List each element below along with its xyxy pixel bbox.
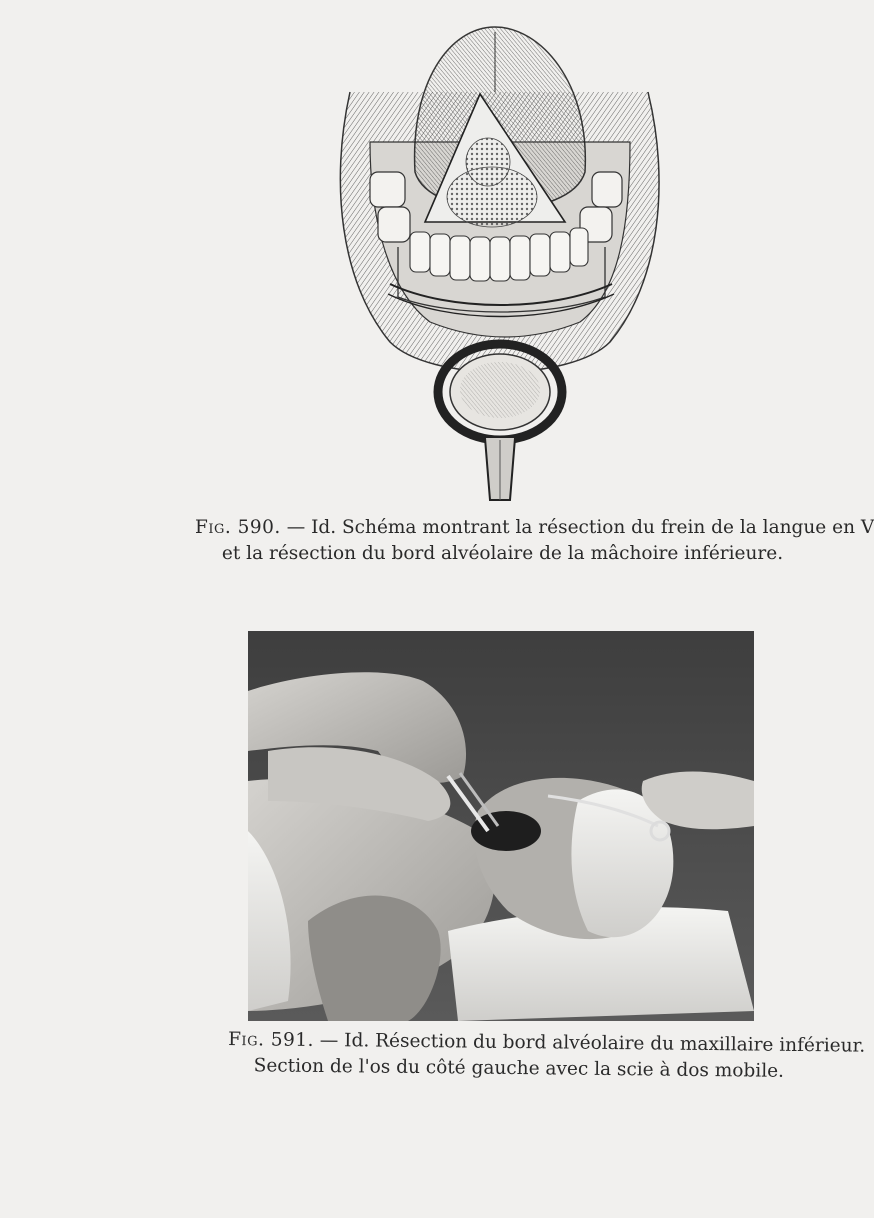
- figure-590-engraving: [330, 22, 670, 504]
- figure-590-caption-line2: et la résection du bord alvéolaire de la mâchoire inférieure.: [221, 543, 784, 564]
- figure-591-photograph: [248, 631, 754, 1021]
- figure-590-caption: [195, 515, 874, 567]
- figure-591-label: Fig. 591.: [228, 1029, 315, 1051]
- figure-590-label: Fig. 590.: [195, 517, 281, 538]
- figure-591-caption-line1: — Id. Résection du bord alvéolaire du maxillaire inférieur.: [319, 1029, 866, 1057]
- figure-591-caption: [228, 1027, 866, 1085]
- figure-591-caption-line2: Section de l'os du côté gauche avec la scie à dos mobile.: [253, 1055, 785, 1082]
- figure-590-caption-line1: — Id. Schéma montrant la résection du frein de la langue en V: [286, 517, 874, 538]
